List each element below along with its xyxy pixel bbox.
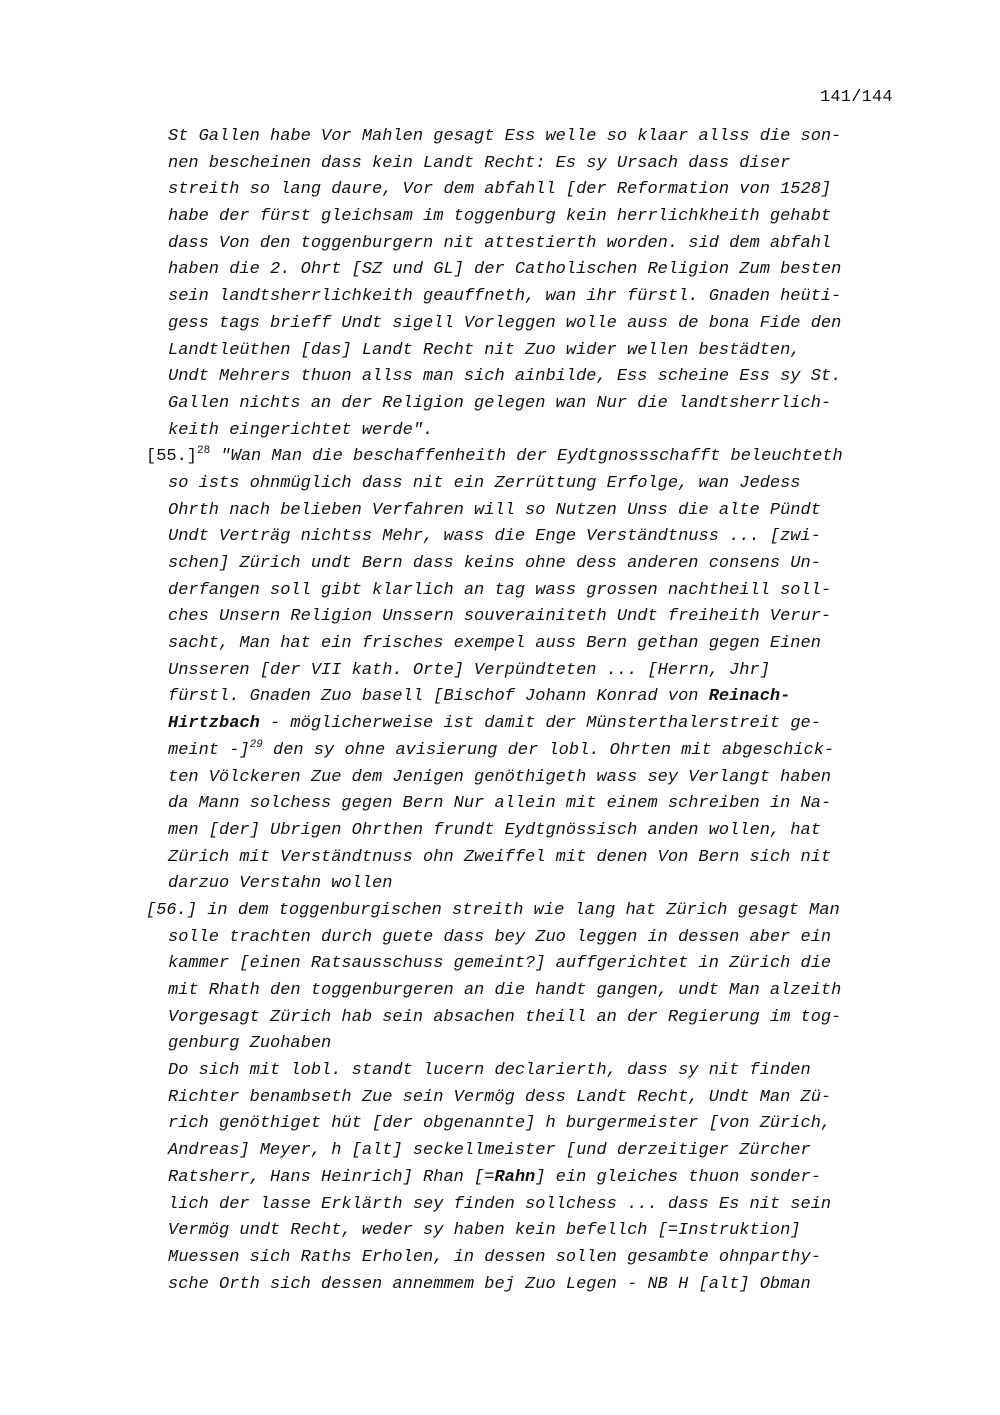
text-line: kammer [einen Ratsausschuss gemeint?] auffgerichtet in Zürich die [168,954,832,974]
text-line: lich der lasse Erklärth sey finden sollchess ... dass Es nit sein [168,1194,832,1214]
text-line: solle trachten durch guete dass bey Zuo leggen in dessen aber ein [168,927,832,947]
paragraph-number: [56.] [146,900,198,920]
text-line: Landtleüthen [das] Landt Recht nit Zuo wider wellen bestädten, [168,340,801,360]
text-line: Vermög undt Recht, weder sy haben kein befellch [=Instruktion] [168,1221,801,1241]
text-line: Vorgesagt Zürich hab sein absachen theill an der Regierung im tog- [168,1007,842,1027]
paragraph-number: [55.] [146,447,198,467]
text-line: Hirtzbach - möglicherweise ist damit der Münsterthalerstreit ge- [168,714,821,734]
text-line: derfangen soll gibt klarlich an tag wass grossen nachtheill soll- [168,580,832,600]
text-line: Ohrth nach belieben Verfahren will so Nutzen Unss die alte Pündt [168,500,821,520]
text-line: keith eingerichtet werde". [168,420,434,440]
text-line: genburg Zuohaben [168,1034,332,1054]
text-line: Richter benambseth Zue sein Vermög dess Landt Recht, Undt Man Zü- [168,1087,832,1107]
text-line: da Mann solchess gegen Bern Nur allein mit einem schreiben in Na- [168,794,832,814]
text-line: meint -]$^{29}$ den sy ohne avisierung der lobl. Ohrten mit abgeschick- [168,738,835,760]
footnote-ref: 29 [249,738,263,751]
name-highlight: Hirtzbach [168,714,260,734]
text-line: Undt Mehrers thuon allss man sich ainbilde, Ess scheine Ess sy St. [168,367,842,387]
text-line: darzuo Verstahn wollen [168,874,393,894]
text-line: Gallen nichts an der Religion gelegen wan Nur die landtsherrlich- [168,393,832,413]
text-line: rich genöthiget hüt [der obgenannte] h burgermeister [von Zürich, [168,1114,832,1134]
text-line: ten Völckeren Zue dem Jenigen genöthigeth wass sey Verlangt haben [168,767,832,787]
text-line: gess tags brieff Undt sigell Vorleggen wolle auss de bona Fide den [168,313,842,333]
text-line: fürstl. Gnaden Zuo basell [Bischof Johann Konrad von Reinach- [168,687,791,707]
text-line: Do sich mit lobl. standt lucern declarierth, dass sy nit finden [168,1061,811,1081]
text-line: sche Orth sich dessen annemmem bej Zuo Legen - NB H [alt] Obman [168,1274,811,1294]
text-line: mit Rhath den toggenburgeren an die handt gangen, undt Man alzeith [168,981,842,1000]
text-line: men [der] Ubrigen Ohrthen frundt Eydtgnössisch anden wollen, hat [168,820,821,840]
text-line: streith so lang daure, Vor dem abfahll [der Reformation von 1528] [168,180,832,200]
text-line: habe der fürst gleichsam im toggenburg kein herrlichkheith gehabt [168,207,832,227]
text-line: dass Von den toggenburgern nit attestierth worden. sid dem abfahl [168,233,832,253]
text-line: ches Unsern Religion Unssern souverainiteth Undt freiheith Verur- [168,607,832,627]
text-line: so ists ohnmüglich dass nit ein Zerrüttung Erfolge, wan Jedess [168,473,801,493]
text-line: Muessen sich Raths Erholen, in dessen sollen gesambte ohnparthy- [168,1247,821,1267]
text-line: St Gallen habe Vor Mahlen gesagt Ess welle so klaar allss die son- [168,127,842,146]
transcription-text [146,124,946,1298]
page-number: 141/144 [820,88,893,107]
name-highlight: Reinach- [708,687,791,707]
paragraph-56-start: [56.] in dem toggenburgischen streith wie lang hat Zürich gesagt Man [146,900,840,920]
text-line: Zürich mit Verständtnuss ohn Zweiffel mit denen Von Bern sich nit [168,847,832,867]
text-line: Undt Verträg nichtss Mehr, wass die Enge Verständtnuss ... [zwi- [168,527,821,547]
name-highlight: Rahn [494,1167,536,1187]
text-line: schen] Zürich undt Bern dass keins ohne dess anderen consens Un- [168,554,821,573]
text-line: haben die 2. Ohrt [SZ und GL] der Catholischen Religion Zum besten [168,260,842,280]
text-line: Ratsherr, Hans Heinrich] Rhan [=Rahn] ein gleiches thuon sonder- [168,1167,821,1187]
text-line: Unsseren [der VII kath. Orte] Verpündteten ... [Herrn, Jhr] [168,660,770,680]
text-line: nen bescheinen dass kein Landt Recht: Es sy Ursach dass diser [168,153,791,173]
text-line: Andreas] Meyer, h [alt] seckellmeister [und derzeitiger Zürcher [168,1141,811,1161]
paragraph-55-start: $[55.]^{28}$ "Wan Man die beschaffenheith der Eydtgnossschafft beleuchteth [146,445,843,467]
text-line: sacht, Man hat ein frisches exempel auss Bern gethan gegen Einen [168,634,821,654]
text-line: sein landtsherrlichkeith geauffneth, wan ihr fürstl. Gnaden heüti- [168,287,842,307]
footnote-ref: 28 [197,445,211,458]
